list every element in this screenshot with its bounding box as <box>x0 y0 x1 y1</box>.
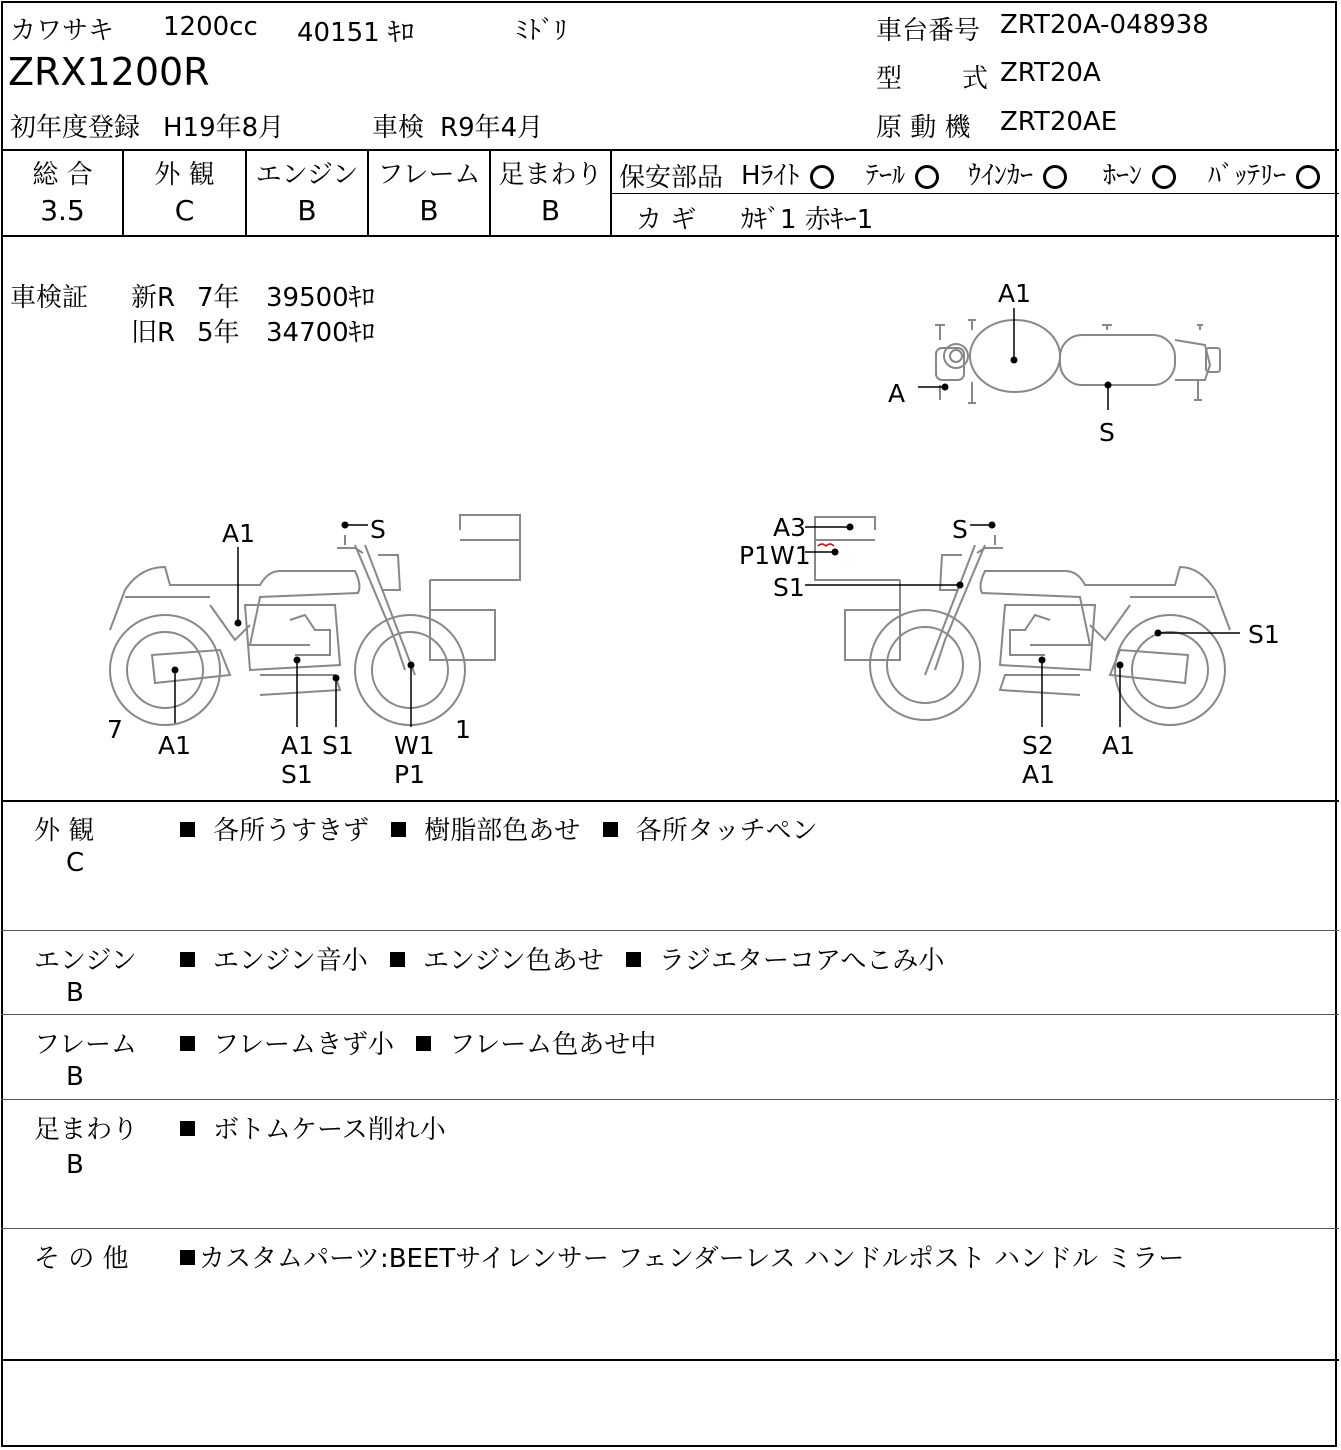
total-value: 3.5 <box>40 194 85 227</box>
engine-model-value: ZRT20AE <box>1000 107 1118 137</box>
frame-no-value: ZRT20A-048938 <box>1000 10 1209 40</box>
type-value: ZRT20A <box>1000 58 1101 88</box>
suspension-label: 足まわり <box>498 160 603 190</box>
type-label-1: 型 <box>876 64 903 94</box>
key-label: カ ギ <box>636 205 697 235</box>
rule <box>1 149 1339 151</box>
note-grade: C <box>66 848 85 878</box>
note-item: カスタムパーツ:BEETサイレンサー フェンダーレス ハンドルポスト ハンドル ミラー <box>199 1244 1185 1274</box>
frame-value: B <box>419 194 439 227</box>
rule <box>1 800 1339 802</box>
note-items <box>180 810 818 847</box>
shaken-new-km: 39500ｷﾛ <box>266 283 375 313</box>
square-bullet-icon <box>180 1036 195 1051</box>
circle-mark-icon <box>1043 165 1067 189</box>
mileage: 40151 ｷﾛ <box>297 18 414 48</box>
horn-label: ﾎｰﾝ <box>1103 161 1143 191</box>
mark-top-a1: A1 <box>998 279 1032 308</box>
key-value: ｶｷﾞ1 赤ｷｰ1 <box>741 205 874 235</box>
shaken-old-years: 5年 <box>197 318 240 348</box>
winker-label: ｳｲﾝｶｰ <box>968 161 1034 191</box>
note-item: ラジエターコアへこみ小 <box>658 946 945 976</box>
first-reg-value: H19年8月 <box>163 113 285 143</box>
note-item: 各所うすきず <box>213 816 370 846</box>
square-bullet-icon <box>603 822 618 837</box>
headlight-check <box>741 155 834 192</box>
shaken-new-years: 7年 <box>197 283 240 313</box>
exterior-value: C <box>174 194 195 227</box>
mark-left-7: 7 <box>107 715 123 744</box>
note-items <box>180 1109 446 1146</box>
tail-check <box>866 155 939 192</box>
motorcycle-left-view <box>100 505 540 735</box>
mark-right-a1-b: A1 <box>1102 731 1136 760</box>
mark-right-s1-a: S1 <box>773 573 805 602</box>
note-item: フレームきず小 <box>213 1030 394 1060</box>
note-item: 樹脂部色あせ <box>424 816 581 846</box>
tail-label: ﾃｰﾙ <box>866 161 906 191</box>
headlight-label: Hﾗｲﾄ <box>741 161 800 191</box>
battery-label: ﾊﾞｯﾃﾘｰ <box>1208 161 1287 191</box>
note-grade: B <box>66 1062 84 1092</box>
mark-right-a1-a: A1 <box>1022 760 1056 789</box>
square-bullet-icon <box>180 1121 195 1136</box>
inspection-value: R9年4月 <box>440 113 544 143</box>
frame-label: フレーム <box>377 160 481 190</box>
square-bullet-icon <box>390 952 405 967</box>
square-bullet-icon <box>180 1250 195 1265</box>
mark-left-w1: W1 <box>394 731 435 760</box>
circle-mark-icon <box>915 165 939 189</box>
motorcycle-top-view <box>880 270 1240 450</box>
note-grade: B <box>66 1150 84 1180</box>
mark-left-a1-bottom: A1 <box>158 731 192 760</box>
note-title: そ の 他 <box>34 1244 129 1274</box>
mark-left-a1-top: A1 <box>222 519 256 548</box>
engine-label: エンジン <box>255 160 359 190</box>
note-items <box>180 940 944 977</box>
battery-check <box>1208 155 1320 192</box>
shaken-label: 車検証 <box>10 283 89 313</box>
square-bullet-icon <box>416 1036 431 1051</box>
shaken-old-r: 旧R <box>131 318 176 348</box>
suspension-value: B <box>540 194 561 227</box>
mark-right-s: S <box>952 515 968 544</box>
engine-model-label: 原 動 機 <box>876 113 971 143</box>
mark-top-a: A <box>888 379 906 408</box>
note-grade: B <box>66 978 84 1008</box>
mark-right-a3: A3 <box>773 513 807 542</box>
square-bullet-icon <box>391 822 406 837</box>
engine-value: B <box>297 194 317 227</box>
safety-label: 保安部品 <box>619 163 724 193</box>
rule <box>1 1014 1339 1015</box>
total-label: 総 合 <box>32 160 93 190</box>
note-title: 足まわり <box>34 1115 139 1145</box>
note-title: エンジン <box>34 946 137 976</box>
rule <box>1 1228 1339 1229</box>
mark-left-s: S <box>370 515 386 544</box>
displacement: 1200cc <box>163 12 258 42</box>
mark-right-p1w1: P1W1 <box>739 541 811 570</box>
mark-right-s1-b: S1 <box>1248 620 1280 649</box>
exterior-label: 外 観 <box>154 160 215 190</box>
square-bullet-icon <box>180 952 195 967</box>
note-title: フレーム <box>34 1030 137 1060</box>
mark-top-s: S <box>1099 418 1115 447</box>
maker: カワサキ <box>10 16 115 46</box>
circle-mark-icon <box>810 165 834 189</box>
square-bullet-icon <box>626 952 641 967</box>
note-title: 外 観 <box>34 816 95 846</box>
mark-left-1: 1 <box>455 715 471 744</box>
rule <box>1 930 1339 931</box>
square-bullet-icon <box>180 822 195 837</box>
note-item: 各所タッチペン <box>635 816 818 846</box>
inspection-label: 車検 <box>372 113 425 143</box>
rule <box>1 1359 1339 1361</box>
mark-right-s2: S2 <box>1022 731 1054 760</box>
model-name: ZRX1200R <box>8 50 210 94</box>
winker-check <box>968 155 1067 192</box>
note-item: ボトムケース削れ小 <box>213 1115 446 1145</box>
first-reg-label: 初年度登録 <box>10 113 141 143</box>
shaken-old-km: 34700ｷﾛ <box>266 318 375 348</box>
color: ﾐﾄﾞﾘ <box>515 16 568 46</box>
note-item: エンジン色あせ <box>422 946 604 976</box>
mark-left-p1: P1 <box>394 760 425 789</box>
note-items <box>180 1024 656 1061</box>
motorcycle-right-view <box>800 505 1240 735</box>
circle-mark-icon <box>1296 165 1320 189</box>
note-item: エンジン音小 <box>213 946 368 976</box>
type-label-2: 式 <box>962 64 989 94</box>
mark-left-s1: S1 <box>281 760 313 789</box>
circle-mark-icon <box>1152 165 1176 189</box>
rule <box>1 1099 1339 1100</box>
shaken-new-r: 新R <box>131 283 176 313</box>
note-items <box>180 1238 1184 1275</box>
horn-check <box>1103 155 1176 192</box>
note-item: フレーム色あせ中 <box>449 1030 657 1060</box>
frame-no-label: 車台番号 <box>876 16 981 46</box>
mark-left-a1s1: A1 S1 <box>281 731 354 760</box>
